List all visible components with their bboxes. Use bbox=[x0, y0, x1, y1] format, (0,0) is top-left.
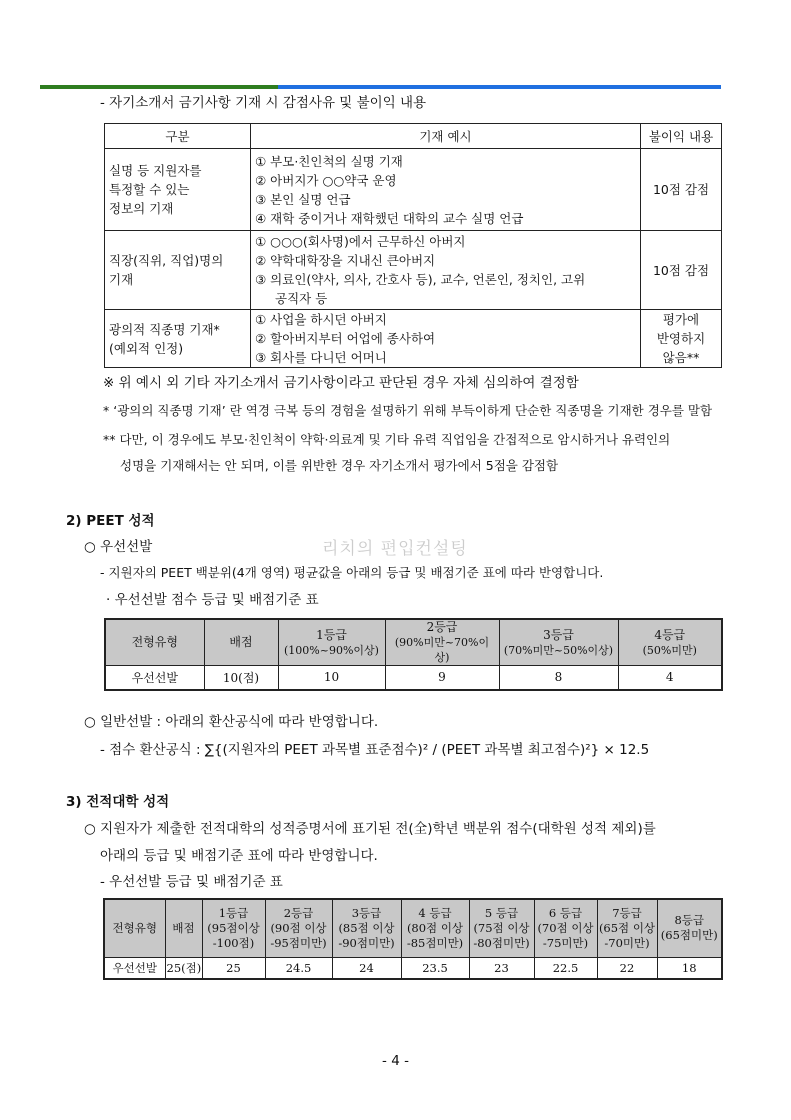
section2-title: 2) PEET 성적 bbox=[66, 513, 155, 529]
cell: 8 bbox=[499, 666, 618, 690]
gpa-grade-table bbox=[103, 898, 723, 980]
category-cell: 직장(직위, 직업)명의 기재 bbox=[105, 231, 251, 310]
header-cell: 기재 예시 bbox=[251, 124, 641, 149]
header-cell: 4등급 (50%미만) bbox=[618, 619, 722, 666]
header-cell: 2등급 (90%미만~70%이상) bbox=[385, 619, 499, 666]
cell: 25 bbox=[202, 957, 265, 979]
header-cell: 3등급 (70%미만~50%이상) bbox=[499, 619, 618, 666]
header-cell: 전형유형 bbox=[105, 619, 204, 666]
examples-cell: ① 부모·친인척의 실명 기재 ② 아버지가 ○○약국 운영 ③ 본인 실명 언급 ④ 재학 중이거나 재학했던 대학의 교수 실명 언급 bbox=[251, 149, 641, 231]
penalty-table bbox=[104, 123, 722, 368]
header-cell: 구분 bbox=[105, 124, 251, 149]
penalty-cell: 10점 감점 bbox=[641, 149, 722, 231]
header-cell: 배점 bbox=[165, 899, 202, 957]
table-header-row bbox=[105, 124, 722, 149]
examples-cell: ① ○○○(회사명)에서 근무하신 아버지 ② 약학대학장을 지내신 큰아버지 ③ 의료인(약사, 의사, 간호사 등), 교수, 언론인, 정치인, 고위 공직자 등 bbox=[251, 231, 641, 310]
cell: 23.5 bbox=[401, 957, 469, 979]
cell: 22.5 bbox=[534, 957, 597, 979]
header-bar-green bbox=[40, 85, 278, 89]
header-cell: 전형유형 bbox=[104, 899, 165, 957]
category-cell: 실명 등 지원자를 특정할 수 있는 정보의 기재 bbox=[105, 149, 251, 231]
header-bar-blue bbox=[278, 85, 721, 89]
header-cell: 4 등급 (80점 이상 -85점미만) bbox=[401, 899, 469, 957]
cell: 23 bbox=[469, 957, 534, 979]
note-asterisk: * ‘광의의 직종명 기재’ 란 역경 극복 등의 경험을 설명하기 위해 부득이하게 단순한 직종명을 기재한 경우를 말함 bbox=[103, 403, 713, 418]
gpa-table-caption: - 우선선발 등급 및 배점기준 표 bbox=[100, 874, 283, 890]
general-selection-heading: ○ 일반선발 : 아래의 환산공식에 따라 반영합니다. bbox=[84, 714, 379, 730]
priority-selection-heading: ○ 우선선발 bbox=[84, 539, 153, 555]
page-number: - 4 - bbox=[382, 1053, 409, 1069]
table-row bbox=[105, 666, 722, 690]
section3-desc-cont: 아래의 등급 및 배점기준 표에 따라 반영합니다. bbox=[100, 848, 378, 864]
table-row bbox=[104, 957, 722, 979]
header-cell: 7등급 (65점 이상 -70미만) bbox=[597, 899, 657, 957]
table-header-row bbox=[104, 899, 722, 957]
cell: 10 bbox=[278, 666, 385, 690]
watermark: 리치의 편입컨설팅 bbox=[322, 539, 468, 559]
header-cell: 8등급 (65점미만) bbox=[657, 899, 722, 957]
penalty-cell: 평가에 반영하지 않음** bbox=[641, 310, 722, 368]
table-row bbox=[105, 310, 722, 368]
note-double-asterisk: ** 다만, 이 경우에도 부모·친인척이 약학·의료계 및 기타 유력 직업임을 간접적으로 암시하거나 유력인의 bbox=[103, 432, 671, 447]
cell: 우선선발 bbox=[105, 666, 204, 690]
cell: 9 bbox=[385, 666, 499, 690]
priority-selection-desc: - 지원자의 PEET 백분위(4개 영역) 평균값을 아래의 등급 및 배점기준 표에 따라 반영합니다. bbox=[100, 565, 604, 580]
table-row bbox=[105, 231, 722, 310]
note-double-asterisk-cont: 성명을 기재해서는 안 되며, 이를 위반한 경우 자기소개서 평가에서 5점을 감점함 bbox=[120, 458, 559, 473]
table-row bbox=[105, 149, 722, 231]
cell: 24 bbox=[332, 957, 401, 979]
penalty-cell: 10점 감점 bbox=[641, 231, 722, 310]
header-cell: 불이익 내용 bbox=[641, 124, 722, 149]
category-cell: 광의적 직종명 기재* (예외적 인정) bbox=[105, 310, 251, 368]
cell: 우선선발 bbox=[104, 957, 165, 979]
cell: 10(점) bbox=[204, 666, 278, 690]
section3-desc: ○ 지원자가 제출한 전적대학의 성적증명서에 표기된 전(全)학년 백분위 점수(대학원 성적 제외)를 bbox=[84, 821, 656, 837]
examples-cell: ① 사업을 하시던 아버지 ② 할아버지부터 어업에 종사하여 ③ 회사를 다니던 어머니 bbox=[251, 310, 641, 368]
header-cell: 3등급 (85점 이상 -90점미만) bbox=[332, 899, 401, 957]
header-cell: 5 등급 (75점 이상 -80점미만) bbox=[469, 899, 534, 957]
cell: 24.5 bbox=[265, 957, 332, 979]
header-cell: 1등급 (95점이상 -100점) bbox=[202, 899, 265, 957]
header-cell: 2등급 (90점 이상 -95점미만) bbox=[265, 899, 332, 957]
note-reference: ※ 위 예시 외 기타 자기소개서 금기사항이라고 판단된 경우 자체 심의하여 결정함 bbox=[103, 375, 579, 391]
cell: 25(점) bbox=[165, 957, 202, 979]
cell: 22 bbox=[597, 957, 657, 979]
section1-heading: - 자기소개서 금기사항 기재 시 감점사유 및 불이익 내용 bbox=[100, 95, 427, 111]
header-cell: 배점 bbox=[204, 619, 278, 666]
conversion-formula: - 점수 환산공식 : ∑{(지원자의 PEET 과목별 표준점수)² / (PEET 과목별 최고점수)²} × 12.5 bbox=[100, 742, 650, 758]
peet-table-caption: · 우선선발 점수 등급 및 배점기준 표 bbox=[106, 592, 319, 608]
cell: 18 bbox=[657, 957, 722, 979]
table-header-row bbox=[105, 619, 722, 666]
section3-title: 3) 전적대학 성적 bbox=[66, 794, 170, 810]
header-cell: 1등급 (100%~90%이상) bbox=[278, 619, 385, 666]
peet-grade-table bbox=[104, 618, 723, 691]
cell: 4 bbox=[618, 666, 722, 690]
header-cell: 6 등급 (70점 이상 -75미만) bbox=[534, 899, 597, 957]
